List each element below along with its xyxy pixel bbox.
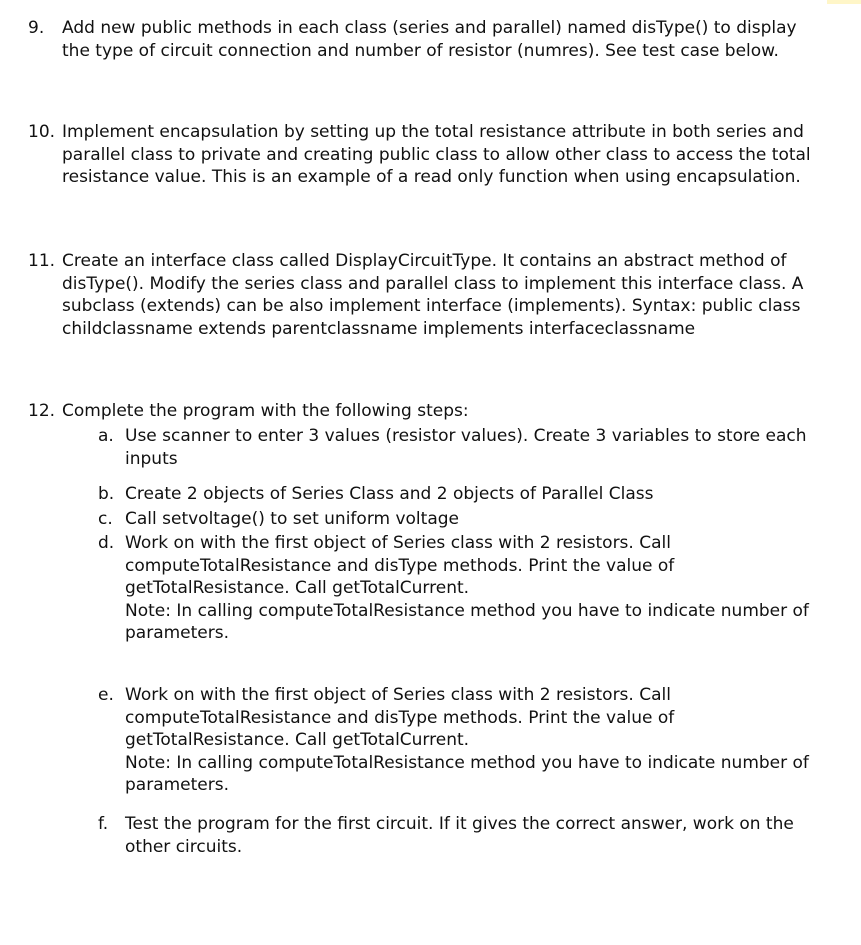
list-item-12 (28, 400, 828, 423)
step-text: Call setvoltage() to set uniform voltage (125, 509, 459, 529)
step-e (98, 684, 818, 797)
step-letter: e. (98, 685, 114, 705)
step-d (98, 532, 818, 645)
highlight-mark (827, 0, 861, 4)
item-number: 10. (28, 122, 56, 142)
step-letter: d. (98, 533, 115, 553)
step-f (98, 813, 818, 858)
step-text: Work on with the first object of Series class with 2 resistors. Call computeTotalResistance and disType methods. Print the value of getTotalResistance. Call getTotalCurrent. (125, 533, 675, 598)
item-number: 9. (28, 18, 45, 38)
list-item-9 (28, 17, 828, 62)
step-text: Test the program for the first circuit. If it gives the correct answer, work on the other circuits. (125, 814, 794, 857)
item-text: Add new public methods in each class (series and parallel) named disType() to display the type of circuit connection and number of resistor (numres). See test case below. (62, 18, 797, 61)
step-letter: b. (98, 484, 115, 504)
step-letter: a. (98, 426, 114, 446)
step-note: Note: In calling computeTotalResistance method you have to indicate number of parameters. (125, 752, 809, 795)
item-text: Complete the program with the following steps: (62, 401, 469, 421)
step-text: Use scanner to enter 3 values (resistor values). Create 3 variables to store each inputs (125, 426, 807, 469)
list-item-10 (28, 121, 828, 189)
step-a (98, 425, 818, 470)
step-note: Note: In calling computeTotalResistance method you have to indicate number of parameters. (125, 600, 809, 643)
step-text: Create 2 objects of Series Class and 2 objects of Parallel Class (125, 484, 654, 504)
step-letter: c. (98, 509, 113, 529)
item-number: 11. (28, 251, 56, 271)
item-number: 12. (28, 401, 56, 421)
step-b (98, 483, 818, 506)
item-text: Implement encapsulation by setting up the total resistance attribute in both series and parallel class to private and creating public class to allow other class to access the total resistance value. This is an example of a read only function when using encapsulation. (62, 122, 811, 187)
step-letter: f. (98, 814, 109, 834)
step-text: Work on with the first object of Series class with 2 resistors. Call computeTotalResistance and disType methods. Print the value of getTotalResistance. Call getTotalCurrent. (125, 685, 675, 750)
item-text: Create an interface class called DisplayCircuitType. It contains an abstract method of disType(). Modify the series class and parallel class to implement this interface class. A subclass (extends) can be also implement interface (implements). Syntax: public class childclassname extends parentclassname implements interfaceclassname (62, 251, 804, 339)
step-c (98, 508, 818, 531)
list-item-11 (28, 250, 828, 340)
